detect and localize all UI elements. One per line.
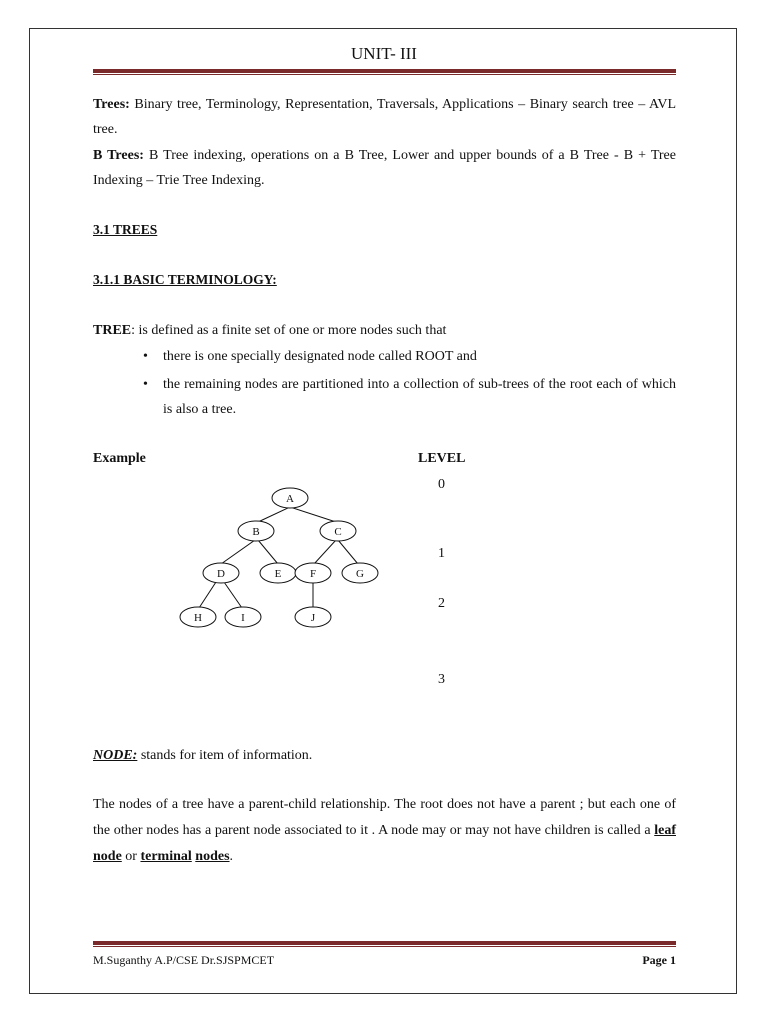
- section-heading: 3.1 TREES: [93, 222, 158, 237]
- node-definition: [93, 743, 676, 768]
- nodes-term: nodes: [195, 849, 230, 864]
- tree-node-label: G: [356, 568, 364, 580]
- trees-text: Binary tree, Terminology, Representation, Traversals, Applications – Binary search tree – AVL tree.: [93, 97, 676, 137]
- tree-node-label: I: [241, 612, 245, 624]
- example-label: Example: [93, 451, 146, 466]
- bullet-text: the remaining nodes are partitioned into a collection of sub-trees of the root each of which is also a tree.: [163, 377, 676, 417]
- level-2: 2: [438, 596, 445, 611]
- tree-node-label: F: [309, 568, 317, 580]
- level-3: 3: [438, 672, 445, 687]
- page-title: UNIT- III: [351, 44, 417, 63]
- tree-term: TREE: [93, 323, 132, 338]
- trees-label: Trees:: [93, 97, 130, 112]
- footer-author: M.Suganthy A.P/CSE Dr.SJSPMCET: [93, 953, 275, 967]
- bullet-icon: •: [143, 377, 148, 392]
- level-1: 1: [438, 546, 445, 561]
- leaf-node-term: leaf node: [93, 823, 676, 864]
- relationship-text: The nodes of a tree have a parent-child relationship. The root does not have a parent ; but each one of the other nodes has a parent node associated to it . A node may or may not have children is called a: [93, 797, 676, 838]
- subsection-heading: 3.1.1 BASIC TERMINOLOGY:: [93, 272, 277, 287]
- node-definition-text: stands for item of information.: [137, 748, 313, 763]
- or-text: or: [121, 849, 141, 864]
- tree-definition-text: : is defined as a finite set of one or more nodes such that: [131, 323, 447, 338]
- node-term: NODE:: [93, 748, 138, 763]
- tree-node-label: B: [252, 526, 260, 538]
- relationship-paragraph: [93, 792, 676, 870]
- tree-node-label: H: [194, 612, 202, 624]
- bullet-icon: •: [143, 349, 148, 364]
- tree-node-label: J: [310, 612, 316, 624]
- tree-node-label: E: [274, 568, 282, 580]
- page-number: Page 1: [642, 953, 676, 967]
- btrees-label: B Trees:: [93, 148, 144, 163]
- terminal-term: terminal: [140, 849, 192, 864]
- level-label: LEVEL: [418, 451, 466, 466]
- level-0: 0: [438, 477, 445, 492]
- tree-node-label: C: [334, 526, 342, 538]
- tree-node-label: A: [286, 493, 294, 505]
- tree-node-label: D: [217, 568, 225, 580]
- period-text: .: [229, 849, 234, 864]
- btrees-text: B Tree indexing, operations on a B Tree, Lower and upper bounds of a B Tree - B + Tree Indexing – Trie Tree Indexing.: [93, 148, 676, 188]
- bullet-text: there is one specially designated node called ROOT and: [163, 349, 477, 364]
- footer-rule: [93, 941, 676, 947]
